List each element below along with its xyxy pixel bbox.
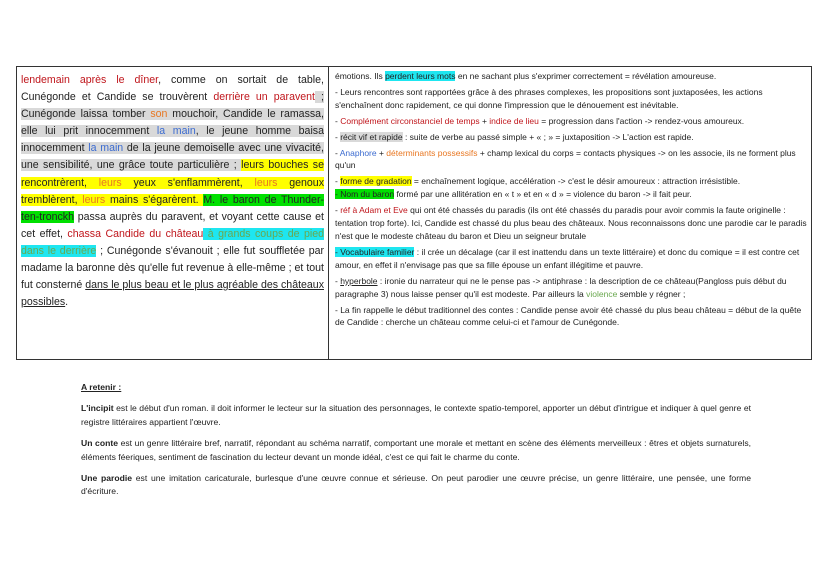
- body-lexicon: la main: [156, 125, 196, 138]
- term-conte: Un conte: [81, 438, 118, 449]
- rapid-story-label: récit vif et rapide: [340, 131, 403, 142]
- summary-title: A retenir :: [81, 382, 122, 392]
- anaphora-label: Anaphore: [339, 147, 377, 158]
- possessive-label: déterminants possessifs: [386, 147, 478, 158]
- familiar-vocabulary-label: Vocabulaire familier: [340, 246, 415, 257]
- adam-eve-label: réf à Adam et Eve: [340, 205, 408, 216]
- analysis-table: [16, 66, 812, 360]
- analysis-adam-eve: - réf à Adam et Eve qui ont été chassés du paradis (ils ont été chassés du paradis pour avoir commis la faute originelle : tentation trop forte). Ici, Candide est chassé du plus beau des châteaux. Nous reconnaissons donc une parodie car le paradis n'est que le modeste château du baron et Dieu un seigneur brutale: [335, 205, 807, 241]
- place-indicator: derrière un paravent: [213, 91, 315, 104]
- definition-parodie: Une parodie est une imitation caricaturale, burlesque d'une œuvre connue et sérieuse. On peut parodier une œuvre précise, un genre littéraire, une pensée, une forme d'écriture.: [81, 473, 751, 497]
- analysis-hyperbole: - hyperbole : ironie du narrateur qui ne le pense pas -> antiphrase : la description de ce château(Pangloss puis début du paragraphe 3) nous laisse penser qu'il est modeste. Par ailleurs la violence semble y régner ;: [335, 275, 787, 299]
- text-segment: de la jeune demoiselle avec une vivacité, une sensibilité, une grâce toute particulière ;: [21, 142, 324, 172]
- text-segment: ; Cunégonde s'évanouit ; elle fut souffletée par madame la baronne dès qu'elle fut revenue à elle-même ; et tout fut consterné: [21, 244, 325, 292]
- possessive-determiner: leurs: [82, 193, 106, 206]
- analysis-ending: - La fin rappelle le début traditionnel des contes : Candide pense avoir été chassé du plus beau château = début de la quête de Candide : cherche un château comme celui-ci et l'amour de Cunégonde.: [335, 304, 802, 328]
- definition-conte: Un conte est un genre littéraire bref, narratif, répondant au schéma narratif, comportant une morale et mettant en scène des éléments merveilleux : êtres et objets surnaturels, éléments féeriques, sentiment de fascination du lecteur devant un monde idéal, c'est ce qui fait le charme du conte.: [81, 438, 751, 462]
- baron-name: M. le baron de Thunder-ten-tronckh: [21, 193, 324, 223]
- familiar-vocabulary: à grands coups de pied dans le derrière: [21, 227, 324, 257]
- gradation-label: forme de gradation: [340, 176, 412, 187]
- highlight-lost-words: perdent leurs mots: [385, 71, 456, 81]
- text-segment: , le jeune homme baisa innocemment: [21, 125, 324, 155]
- baron-name-label: Nom du baron: [340, 189, 395, 200]
- possessive-determiner: son: [150, 108, 168, 121]
- gradation-segment: leurs bouches se rencontrèrent,: [21, 159, 324, 189]
- possessive-determiner: leurs: [254, 176, 278, 189]
- analysis-gradation: - forme de gradation = enchaînement logique, accélération -> c'est le désir amoureux : attraction irrésistible.: [335, 176, 741, 187]
- text-segment: , comme on sortait de table, Cunégonde et Candide se trouvèrent: [21, 74, 324, 104]
- analysis-familiar-vocabulary: - Vocabulaire familier : il crée un décalage (car il est inattendu dans un texte littéraire) et donc du comique = il est contre cet amour, en effet il n'envisage pas que sa fille épouse un enfant illégitime et pauvre.: [335, 246, 800, 270]
- analysis-sentences: - Leurs rencontres sont rapportées grâce à des phrases complexes, les propositions sont juxtaposées, les actions s'enchaînent donc rapidement, ce qui donne l'impression que le dénouement est inévitable.: [335, 86, 763, 110]
- text-segment: .: [65, 296, 69, 309]
- time-complement-label: Complément circonstanciel de temps: [340, 115, 480, 126]
- hyperbole: dans le plus beau et le plus agréable des châteaux possibles: [21, 279, 324, 309]
- possessive-determiner: leurs: [98, 176, 122, 189]
- analysis-rapid-story: - récit vif et rapide : suite de verbe au passé simple + « ; » = juxtaposition -> L'action est rapide.: [335, 131, 694, 142]
- text-segment: ; Cunégonde laissa tomber: [21, 91, 324, 121]
- analysis-anaphora: - Anaphore + déterminants possessifs + champ lexical du corps = contacts physiques -> on les associe, ils ne forment plus qu'un: [335, 147, 796, 171]
- analysis-column: [329, 67, 811, 359]
- gradation-segment: mains s'égarèrent.: [105, 193, 204, 206]
- place-indicator-label: indice de lieu: [489, 115, 539, 126]
- term-parodie: Une parodie: [81, 473, 133, 484]
- text-segment: passa auprès du paravent, et voyant cette cause et cet effet,: [21, 210, 324, 240]
- analysis-time-place: - Complément circonstanciel de temps + indice de lieu = progression dans l'action -> rendez-vous amoureux.: [335, 115, 745, 126]
- text-segment: mouchoir, Candide le ramassa, elle lui prit innocemment: [21, 108, 324, 138]
- body-lexicon: la main: [88, 142, 124, 155]
- analysis-baron-name: - Nom du baron formé par une allitération en « t » et en « d » = violence du baron -> il fait peur.: [335, 189, 692, 200]
- source-text-column: [17, 67, 329, 359]
- analysis-emotions: émotions. Ils perdent leurs mots en ne sachant plus s'exprimer correctement = révélation amoureuse.: [335, 71, 717, 81]
- gradation-segment: genoux tremblèrent,: [21, 176, 324, 206]
- term-incipit: L'incipit: [81, 403, 114, 414]
- violence-label: violence: [586, 288, 618, 299]
- summary-section: [81, 381, 751, 507]
- time-complement: lendemain après le dîner: [21, 74, 159, 86]
- hyperbole-label: hyperbole: [340, 275, 378, 286]
- adam-eve-reference: chassa Candide du château: [67, 227, 204, 240]
- definition-incipit: L'incipit est le début d'un roman. il doit informer le lecteur sur la situation des personnages, le contexte spatio-temporel, apporter un début d'intrigue et indiquer à quel genre et registre littéraires appartient l'œuvre.: [81, 403, 751, 427]
- gradation-segment: yeux s'enflammèrent,: [121, 176, 255, 189]
